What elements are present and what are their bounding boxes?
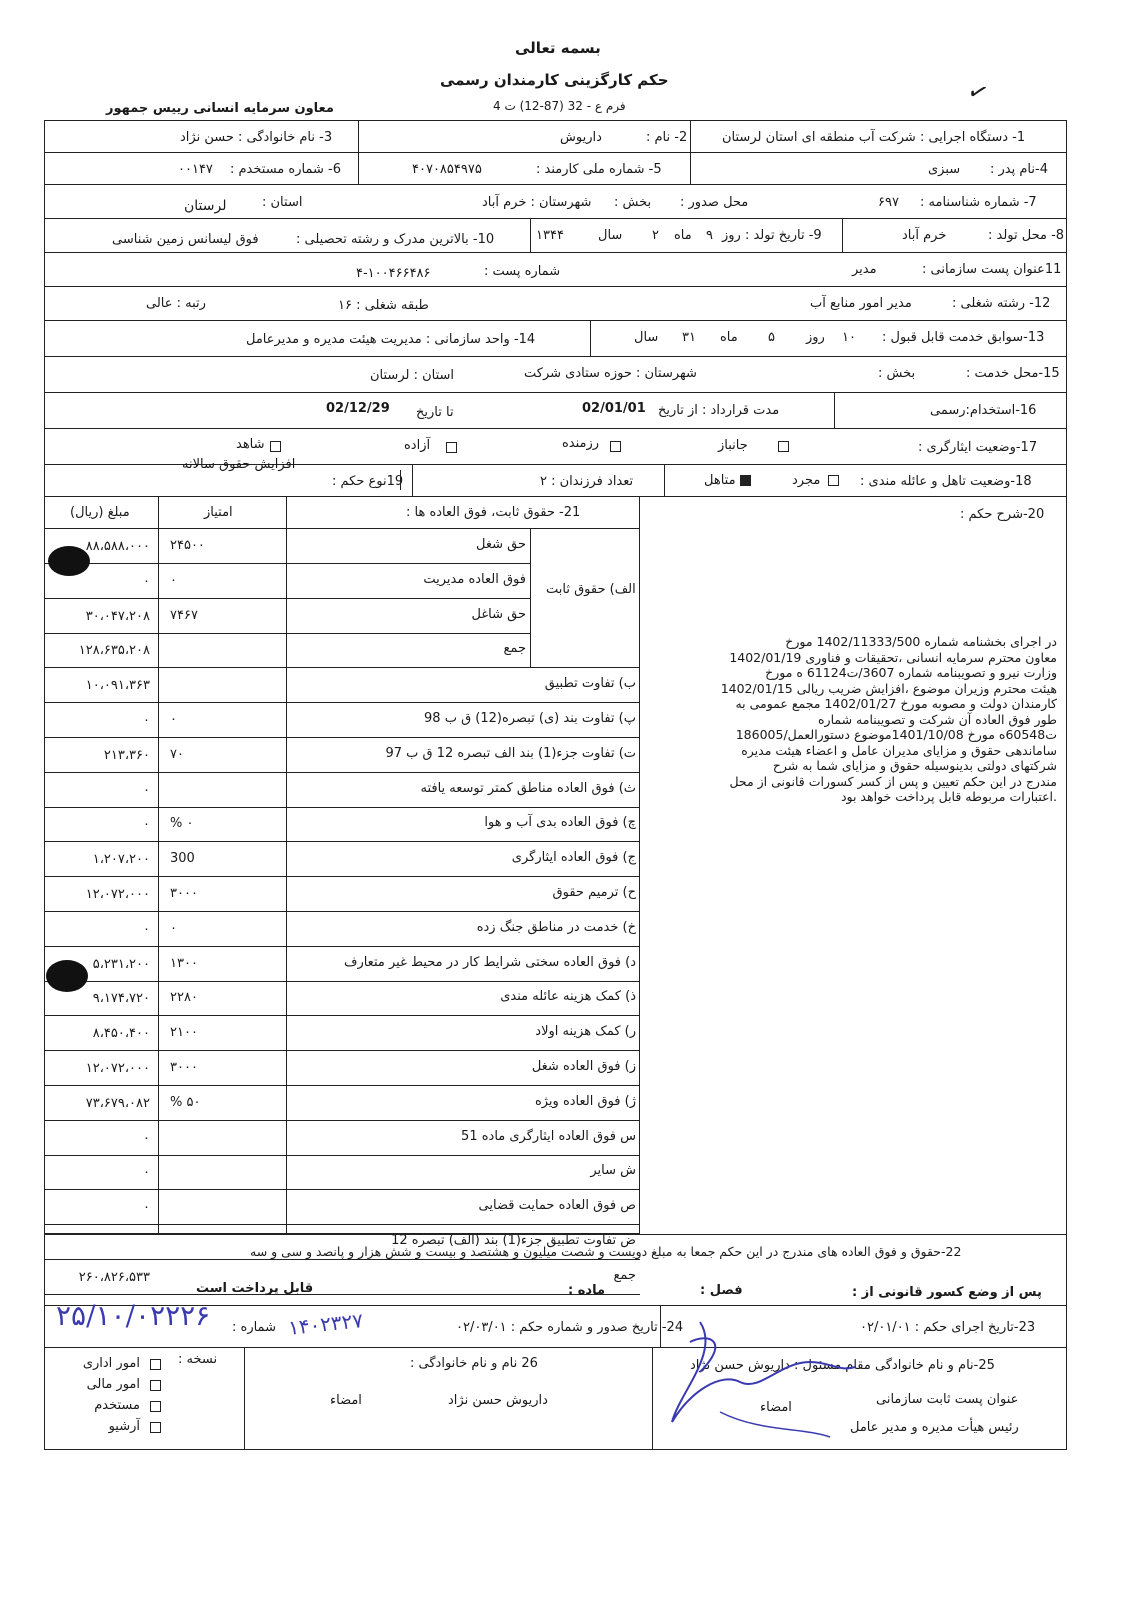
row-divider [44,252,1067,253]
official-sign-label: امضاء [760,1400,792,1415]
single-label: مجرد [792,473,821,488]
shahed-checkbox[interactable] [270,441,281,452]
row-divider [44,218,1067,219]
salary-item-label: فوق العاده مدیریت [423,572,526,587]
salary-item-label: ذ) کمک هزینه عائله مندی [500,989,636,1004]
copy-item-label: امور اداری [82,1356,140,1371]
razmandeh-checkbox[interactable] [610,441,621,452]
salary-item-label: د) فوق العاده سختی شرایط کار در محیط غیر متعارف [343,955,636,970]
person-name: داریوش حسن نژاد [448,1393,548,1408]
salary-row-line [44,946,640,947]
total-amount-text: 22-حقوق و فوق العاده های مندرج در این حکم جمعا به مبلغ دویست و شصت میلیون و هشتصد و بیست و شش هزار و پانصد و سی و سه [250,1244,962,1259]
salary-item-label: ز) فوق العاده شغل [531,1059,636,1074]
copy-item-label: مستخدم [94,1398,140,1413]
row-divider [44,428,1067,429]
points-column-header: امتیاز [204,505,233,520]
salary-item-amount: ۱۲۸،۶۳۵،۲۰۸ [78,643,150,658]
order-type-value: افزایش حقوق سالانه [182,457,296,472]
service-place-label: 15-محل خدمت : [966,366,1060,381]
salary-item-points: ۰ [170,921,177,936]
agency: 1- دستگاه اجرایی : شرکت آب منطقه ای استان لرستان [722,130,1026,145]
salary-item-amount: ۰ [143,713,150,728]
salary-row-line [44,737,640,738]
salary-item-amount: ۹،۱۷۴،۷۲۰ [92,991,150,1006]
employee-number-label: 6- شماره مستخدم : [230,162,341,177]
salary-item-points: ۳۰۰۰ [170,886,198,901]
salary-row-line [44,841,640,842]
years-label: سال [634,330,659,345]
fixed-salary-group: الف) حقوق ثابت [546,582,636,597]
description-text: در اجرای بخشنامه شماره 1402/11333/500 مورخ معاون محترم سرمایه انسانی ،تحقیقات و فناوری 1402/01/19 وزارت نیرو و تصویبنامه شماره 3607/ت61124 ه مورخ هیئت محترم وزیران موضوع ،افزایش ضریب ریالی 1402/01/15 کارمندان دولت و مصوبه مورخ 1402/01/27 مجمع عمومی به طور فوق العاده آن شرکت و تصویبنامه شماره ت60548ه مورخ 1401/10/08موضوع دستورالعمل/186005 ساماندهی حقوق و مزایای مدیران عامل و اعضاء هیئت مدیره شرکتهای دولتی بدینوسیله حقوق و مزایای شما به شرح مندرج در این حکم تعیین و پس از کسر کسورات قانونی از محل .اعتبارات مربوطه قابل پرداخت خواهد بود [720,634,1057,804]
married-checkbox[interactable] [740,475,751,486]
salary-row-line [44,876,640,877]
province-label: استان : [262,195,303,210]
salary-row-line [44,807,640,808]
months-label: ماه [720,330,738,345]
education: فوق لیسانس زمین شناسی [112,232,259,247]
ink-blot [48,546,90,576]
salary-item-label: ب) تفاوت تطبیق [544,676,636,691]
col-divider [358,120,359,184]
salary-item-label: جمع [503,641,526,656]
order-type-label: 19نوع حکم : [332,474,404,489]
post-number-label: شماره پست : [484,264,561,279]
salary-row-line [44,702,640,703]
salary-item-amount: ۰ [143,817,150,832]
salary-item-amount: ۰ [143,574,150,589]
section-label: بخش : [614,195,652,210]
amount-column-header: مبلغ (ریال) [70,505,130,520]
national-id: ۴۰۷۰۸۵۴۹۷۵ [412,162,482,177]
rank: رتبه : عالی [146,296,206,311]
copy-item-label: امور مالی [86,1377,140,1392]
post: مدیر [852,262,877,277]
row-divider [44,184,1067,185]
salary-item-label: خ) خدمت در مناطق جنگ زده [476,920,636,935]
salary-item-label: پ) تفاوت بند (ی) تبصره(12) ق ب 98 [424,711,636,726]
job-field-label: 12- رشته شغلی : [952,296,1051,311]
salary-item-amount: ۰ [143,1165,150,1180]
person-sign-label: امضاء [330,1393,362,1408]
birth-year: ۱۳۴۴ [536,228,564,243]
janbaz-checkbox[interactable] [778,441,789,452]
birth-cert-number: ۶۹۷ [878,195,899,210]
row-divider [44,286,1067,287]
footer-divider [44,1347,1067,1348]
order-number-handwritten-2: ۲۵/۱۰/۰۲۲۲۶ [56,1299,211,1332]
chapter-label: فصل : [700,1283,743,1298]
copy-checkbox[interactable] [150,1359,161,1370]
corner-mark-icon: ✓ [963,75,993,109]
azadeh-label: آزاده [404,438,431,453]
salary-item-label: ژ) فوق العاده ویژه [534,1094,636,1109]
job-field: مدیر امور منابع آب [810,296,912,311]
salary-row-line [44,633,530,634]
salary-item-label: ر) کمک هزینه اولاد [535,1024,636,1039]
salary-item-amount: ۳۰،۰۴۷،۲۰۸ [85,609,150,624]
salary-item-amount: ۱۰،۰۹۱،۳۶۳ [85,678,150,693]
post-number: ۴-۱۰۰۴۶۶۴۸۶ [356,266,431,281]
person-label: 26 نام و نام خانوادگی : [410,1356,538,1371]
children-count: تعداد فرزندان : ۲ [540,474,634,489]
form-code: فرم ع - 32 (87-12) ت 4 [493,99,626,113]
salary-item-label: ض تفاوت تطبیق جزء(1) بند (الف) تبصره 12 [391,1233,636,1248]
copy-label: نسخه : [178,1352,218,1367]
razmandeh-label: رزمنده [562,436,600,451]
row-divider [44,152,1067,153]
salary-item-points: 300 [170,851,195,866]
salary-item-amount: ۸۸،۵۸۸،۰۰۰ [85,539,150,554]
salary-item-label: ت) تفاوت جزء(1) بند الف تبصره 12 ق ب 97 [385,746,636,761]
copy-item-label: آرشیو [108,1419,140,1434]
education-label: 10- بالاترین مدرک و رشته تحصیلی : [296,232,495,247]
salary-header-line [44,528,640,529]
footer-col-divider [652,1347,653,1450]
job-class: طبقه شغلی : ۱۶ [338,298,429,313]
janbaz-label: جانباز [718,438,748,453]
salary-row-line [44,772,640,773]
col-divider [690,120,691,184]
birthdate-label: 9- تاریخ تولد : روز [722,228,822,243]
salary-item-amount: ۰ [143,1200,150,1215]
salary-row-line [44,981,640,982]
salary-row-line [44,598,530,599]
salary-item-amount: ۲۱۳،۳۶۰ [103,748,150,763]
col-divider [530,218,531,252]
salary-item-points: ۷۴۶۷ [170,608,198,623]
salary-item-points: ۲۴۵۰۰ [170,538,205,553]
service-city: شهرستان : حوزه ستادی شرکت [524,366,697,381]
days-label: روز [806,330,825,345]
salary-item-points: ۰ [170,573,177,588]
salary-item-points: ۱۳۰۰ [170,956,198,971]
salary-item-amount: ۱۲،۰۷۲،۰۰۰ [85,887,150,902]
salary-item-amount: ۸،۴۵۰،۴۰۰ [92,1026,150,1041]
single-checkbox[interactable] [828,475,839,486]
official-post-title: عنوان پست ثابت سازمانی [876,1392,1019,1407]
execution-date: 23-تاریخ اجرای حکم : ۰۲/۰۱/۰۱ [860,1320,1036,1335]
salary-row-line [44,1120,640,1121]
salary-item-label: س فوق العاده ایثارگری ماده 51 [461,1129,636,1144]
contract-to: 02/12/29 [326,401,390,416]
post-label: 11عنوان پست سازمانی : [922,262,1062,277]
salary-header: 21- حقوق ثابت، فوق العاده ها : [406,505,581,520]
contract-to-label: تا تاریخ [416,405,454,420]
ink-blot [46,960,88,992]
shahed-label: شاهد [236,437,265,452]
footer-divider [44,1234,1067,1235]
salary-row-line [44,1015,640,1016]
service-province: استان : لرستان [370,368,455,383]
service-days: ۱۰ [842,330,856,345]
salary-item-points: % ۰ [170,816,194,831]
issue-date: 24- تاریخ صدور و شماره حکم : ۰۲/۰۳/۰۱ [456,1320,684,1335]
row-divider [44,392,1067,393]
order-number-label: شماره : [232,1320,276,1335]
veteran-label: 17-وضعیت ایثارگری : [918,440,1038,455]
family-name: 3- نام خانوادگی : حسن نژاد [180,130,333,145]
azadeh-checkbox[interactable] [446,442,457,453]
married-label: متاهل [704,473,736,488]
row-divider [44,356,1067,357]
salary-item-amount: ۱۲،۰۷۲،۰۰۰ [85,1061,150,1076]
description-label: 20-شرح حکم : [960,507,1045,522]
service-label: 13-سوابق خدمت قابل قبول : [882,330,1045,345]
birth-day: ۹ [706,228,713,243]
year-label: سال [598,228,623,243]
service-years: ۳۱ [682,330,696,345]
row-divider [44,320,1067,321]
name-label: 2- نام : [646,130,688,145]
contract-from: 02/01/01 [582,401,646,416]
salary-row-line [44,1155,640,1156]
salary-row-line [44,563,530,564]
salary-item-amount: ۰ [143,922,150,937]
footer-col-divider [244,1347,245,1450]
payable-label: قابل پرداخت است [196,1281,314,1296]
salary-row-line [44,1294,640,1295]
salary-item-points: ۷۰ [170,747,184,762]
salary-item-points: ۳۰۰۰ [170,1060,198,1075]
salary-item-label: جمع [613,1268,636,1283]
deputy-title: معاون سرمایه انسانی رییس جمهور [106,101,334,116]
official-name: 25-نام و نام خانوادگی مقام مسئول : داریوش حسن نژاد [690,1358,995,1373]
salary-row-line [44,1085,640,1086]
city: شهرستان : خرم آباد [482,195,592,210]
salary-item-points: ۲۲۸۰ [170,990,198,1005]
employment-type: 16-استخدام:رسمی [930,403,1037,418]
fixed-group-divider [530,528,531,668]
contract-from-label: مدت قرارداد : از تاریخ [658,403,780,418]
issue-place-label: محل صدور : [680,195,749,210]
salary-col-divider [158,496,159,1234]
national-id-label: 5- شماره ملی کارمند : [536,162,662,177]
salary-item-label: ش سایر [590,1163,636,1178]
salary-item-amount: ۲۶۰،۸۲۶،۵۳۳ [78,1270,150,1285]
copy-checkbox[interactable] [150,1401,161,1412]
official-post-value: رئیس هیأت مدیره و مدیر عامل [850,1420,1019,1435]
col-divider [664,464,665,496]
father-label: 4-نام پدر : [990,162,1048,177]
col-divider [834,392,835,428]
salary-row-line [44,1050,640,1051]
copy-checkbox[interactable] [150,1422,161,1433]
father-name: سبزی [928,162,961,177]
salary-item-points: ۰ [170,712,177,727]
employee-number: ۰۰۱۴۷ [178,162,213,177]
salary-row-line [44,1224,640,1225]
salary-col-divider [286,496,287,1234]
col-divider [412,464,413,496]
salary-item-label: ص فوق العاده حمایت قضایی [478,1198,636,1213]
birth-cert-label: 7- شماره شناسنامه : [920,195,1037,210]
service-months: ۵ [768,330,775,345]
salary-item-label: ح) ترمیم حقوق [552,885,636,900]
salary-item-amount: ۰ [143,783,150,798]
salary-item-label: چ) فوق العاده بدی آب و هوا [484,815,636,830]
order-type-box-edge [400,470,401,490]
birthplace: خرم آباد [902,228,947,243]
salary-row-line [44,1189,640,1190]
service-section: بخش : [878,366,916,381]
col-divider [842,218,843,252]
province: لرستان [184,198,227,214]
salary-item-amount: ۱،۲۰۷،۲۰۰ [92,852,150,867]
deduction-label: پس از وضع کسور قانونی از : [852,1285,1042,1300]
order-number-handwritten: ۱۴۰۲۳۲۷ [286,1308,365,1340]
salary-item-label: حق شغل [475,537,526,552]
article-label: ماده : [568,1283,606,1298]
salary-row-line [44,667,640,668]
basmala: بسمه تعالی [515,39,601,57]
salary-row-line [44,911,640,912]
salary-item-points: % ۵۰ [170,1095,201,1110]
month-label: ماه [674,228,692,243]
salary-item-amount: ۰ [143,1131,150,1146]
marital-label: 18-وضعیت تاهل و عائله مندی : [860,474,1032,489]
salary-item-amount: ۷۳،۶۷۹،۰۸۲ [85,1096,150,1111]
official-signature-icon [660,1312,860,1442]
salary-item-label: ج) فوق العاده ایثارگری [511,850,636,865]
birth-month: ۲ [652,228,659,243]
salary-item-label: حق شاغل [471,607,526,622]
col-divider [590,320,591,356]
salary-item-label: ث) فوق العاده مناطق کمتر توسعه یافته [420,781,636,796]
birthplace-label: 8- محل تولد : [988,228,1065,243]
org-unit: 14- واحد سازمانی : مدیریت هیئت مدیره و مدیرعامل [246,332,536,347]
copy-checkbox[interactable] [150,1380,161,1391]
first-name: داریوش [560,130,602,145]
salary-item-points: ۲۱۰۰ [170,1025,198,1040]
salary-item-amount: ۵،۲۳۱،۲۰۰ [92,957,150,972]
form-title: حکم کارگزینی کارمندان رسمی [440,71,669,89]
